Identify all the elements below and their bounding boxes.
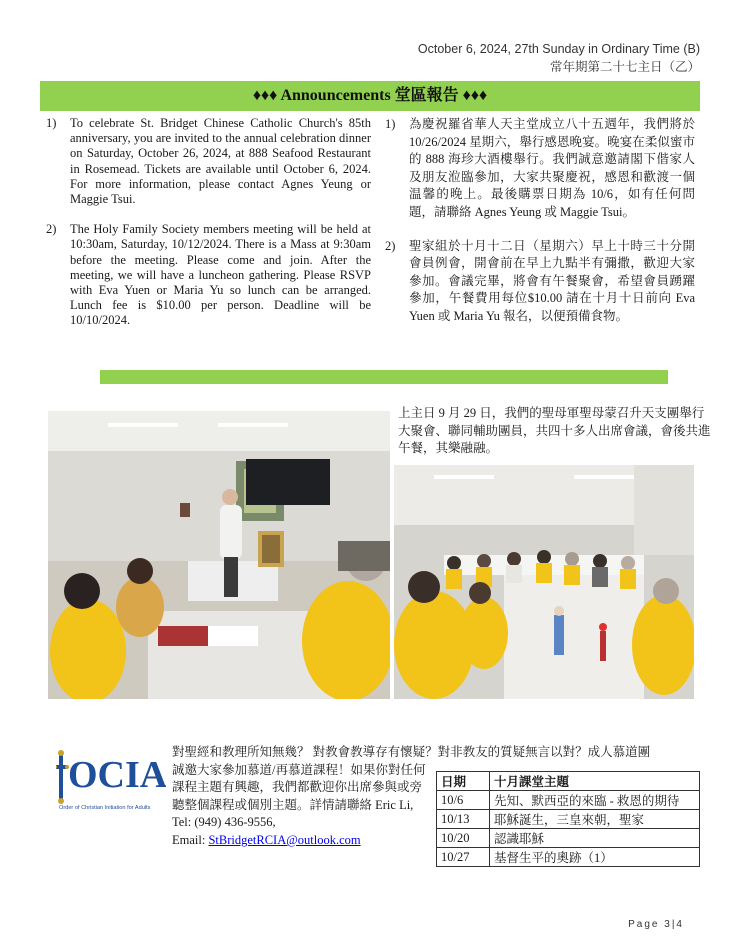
table-row — [437, 810, 700, 829]
announcements-banner: ♦♦♦ Announcements 堂區報告 ♦♦♦ — [40, 81, 700, 111]
table-row — [437, 791, 700, 810]
item-number: 2) — [46, 222, 57, 237]
announcements-chinese — [385, 116, 695, 342]
table-row — [437, 829, 700, 848]
item-text: To celebrate St. Bridget Chinese Catholic Church's 85th anniversary, you are invited to the annual celebration dinner on Saturday, October 26, 2024, at 888 Seafood Restaurant in Rosemead. Tickets are available until October 6, 2024. For more information, please contact Agnes Yeung or Maggie Tsui. — [70, 116, 371, 207]
ocia-logo — [56, 747, 166, 813]
date-line-chinese: 常年期第二十七主日（乙） — [549, 60, 700, 74]
list-item — [385, 116, 695, 222]
list-item — [46, 116, 371, 207]
meeting-photo-group — [394, 465, 694, 699]
ocia-line1: 對聖經和教理所知無幾？ 對教會教導存有懷疑？對非教友的質疑無言以對？成人慕道團 — [172, 745, 651, 759]
item-number: 2) — [385, 238, 396, 253]
table-row — [437, 848, 700, 867]
item-text: 聖家組於十月十二日（星期六）早上十時三十分開會員例會，開會前在早上九點半有彌撒，歡迎大家參加。會議完畢，將會有午餐聚會，希望會員踴躍參加，午餐費用每位$10.00 請在十月十日前向 Eva Yuen 或 Maria Yu 報名，以便預備食物。 — [409, 238, 695, 323]
cell-topic: 基督生平的奧跡（1） — [490, 848, 700, 867]
table-header-row — [437, 772, 700, 791]
ocia-logo-subtitle: Order of Christian Initiation for Adults — [59, 805, 151, 811]
item-text: The Holy Family Society members meeting will be held at 10:30am, Saturday, 10/12/2024. There is a Mass at 9:30am before the meeting. Please come and join. After the meeting, we will have a luncheon gathering. Please RSVP with Eva Yuen or Maria Yu so lunch can be arranged. Lunch fee is $10.00 per person. Deadline will be 10/10/2024. — [70, 222, 371, 328]
list-item — [385, 238, 695, 326]
cell-date: 10/27 — [437, 848, 490, 867]
cell-date: 10/13 — [437, 810, 490, 829]
list-item — [46, 222, 371, 328]
cell-topic: 耶穌誕生，三皇來朝，聖家 — [490, 810, 700, 829]
email-label: Email: — [172, 832, 209, 847]
cell-date: 10/20 — [437, 829, 490, 848]
page-number: Page 3|4 — [628, 919, 684, 930]
divider-bar — [100, 370, 668, 384]
ocia-schedule-table — [436, 771, 700, 867]
column-header-topic: 十月課堂主題 — [490, 772, 700, 791]
item-number: 1) — [46, 116, 57, 130]
column-header-date: 日期 — [437, 772, 490, 791]
ocia-logo-text: OCIA — [68, 754, 166, 796]
date-line: October 6, 2024, 27th Sunday in Ordinary Time (B) — [417, 42, 700, 56]
item-text: 為慶祝羅省華人天主堂成立八十五週年，我們將於 10/26/2024 星期六，舉行感恩晚宴。晚宴在柔似蜜市的 888 海珍大酒樓舉行。我們誠意邀請閣下偕家人及朋友涖臨參加，大家共聚慶祝，感恩和歡渡一個温馨的晚上。最後購票日期為 10/6，如有任何問題，請聯絡 Agnes Yeung 或 Maggie Tsui。 — [409, 117, 695, 219]
ocia-line2: 誠邀大家參加慕道/再慕道課程！如果你對任何課程主題有興趣，我們都歡迎你出席參與或旁聽整個課程或個別主題。詳情請聯絡 Eric Li, Tel: (949) 436-9556, — [172, 762, 426, 830]
meeting-photo-presenter — [48, 411, 390, 699]
cell-topic: 先知、默西亞的來臨 - 救恩的期待 — [490, 791, 700, 810]
photo-caption: 上主日 9 月 29 日，我們的聖母軍聖母蒙召升天支團舉行大聚會、聯同輔助團員，共四十多人出席會議，會後共進午餐，其樂融融。 — [398, 406, 711, 456]
announcements-english — [46, 116, 371, 344]
email-link[interactable]: StBridgetRCIA@outlook.com — [208, 832, 361, 847]
cell-topic: 認識耶穌 — [490, 829, 700, 848]
item-number: 1) — [385, 117, 396, 131]
cell-date: 10/6 — [437, 791, 490, 810]
